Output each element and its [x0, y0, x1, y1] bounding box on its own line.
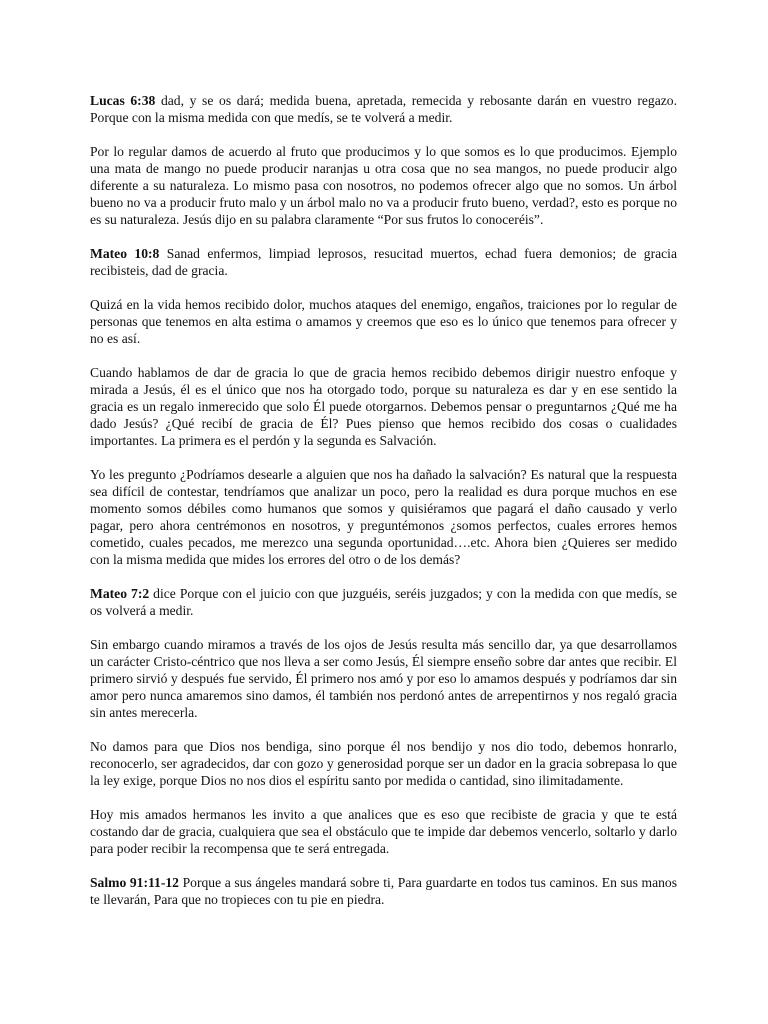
paragraph-invitacion: [90, 806, 677, 857]
paragraph-text: Sanad enfermos, limpiad leprosos, resucitad muertos, echad fuera demonios; de gracia recibisteis, dad de gracia.: [90, 246, 677, 278]
paragraph-lucas-6-38: [90, 92, 677, 126]
paragraph-fruto: [90, 143, 677, 228]
paragraph-text: Por lo regular damos de acuerdo al fruto que producimos y lo que somos es lo que producimos. Ejemplo una mata de mango no puede producir naranjas u otra cosa que no sea mangos, no puede producir algo diferente a su naturaleza. Lo mismo pasa con nosotros, no podemos ofrecer algo que no somos. Un árbol bueno no va a producir fruto malo y un árbol malo no va a producir fruto bueno, verdad?, esto es porque no es su naturaleza. Jesús dijo en su palabra claramente “Por sus frutos lo conoceréis”.: [90, 144, 677, 227]
paragraph-dolor: [90, 296, 677, 347]
bible-reference: Mateo 10:8: [90, 246, 160, 261]
paragraph-mateo-7-2: [90, 585, 677, 619]
paragraph-text: dad, y se os dará; medida buena, apretada, remecida y rebosante darán en vuestro regazo. Porque con la misma medida con que medís, se te volverá a medir.: [90, 93, 677, 125]
paragraph-text: Cuando hablamos de dar de gracia lo que de gracia hemos recibido debemos dirigir nuestro enfoque y mirada a Jesús, él es el único que nos ha otorgado todo, porque su naturaleza es dar y en ese sentido la gracia es un regalo inmerecido que solo Él puede otorgarnos. Debemos pensar o preguntarnos ¿Qué me ha dado Jesús? ¿Qué recibí de gracia de Él? Pues pienso que hemos recibido dos cosas o cualidades importantes. La primera es el perdón y la segunda es Salvación.: [90, 365, 677, 448]
paragraph-text: Hoy mis amados hermanos les invito a que analices que es eso que recibiste de gracia y que te está costando dar de gracia, cualquiera que sea el obstáculo que te impide dar debemos vencerlo, soltarlo y darlo para poder recibir la recompensa que te será entregada.: [90, 807, 677, 856]
paragraph-text: Quizá en la vida hemos recibido dolor, muchos ataques del enemigo, engaños, traiciones por lo regular de personas que tenemos en alta estima o amamos y creemos que eso es lo único que tenemos para ofrecer y no es así.: [90, 297, 677, 346]
paragraph-ojos-de-jesus: [90, 636, 677, 721]
bible-reference: Salmo 91:11-12: [90, 875, 179, 890]
paragraph-no-damos: [90, 738, 677, 789]
document-body: [90, 92, 677, 925]
paragraph-mateo-10-8: [90, 245, 677, 279]
bible-reference: Lucas 6:38: [90, 93, 156, 108]
bible-reference: Mateo 7:2: [90, 586, 150, 601]
paragraph-text: Yo les pregunto ¿Podríamos desearle a alguien que nos ha dañado la salvación? Es natural que la respuesta sea difícil de contestar, tendríamos que analizar un poco, pero la realidad es dura porque muchos en ese momento somos débiles como humanos que somos y quisiéramos que pagará el daño causado y verlo pagar, pero ahora centrémonos en nosotros, y preguntémonos ¿somos perfectos, cuales errores hemos cometido, cuales pecados, me merezco una segunda oportunidad….etc. Ahora bien ¿Quieres ser medido con la misma medida que mides los errores del otro o de los demás?: [90, 467, 677, 567]
paragraph-dar-de-gracia: [90, 364, 677, 449]
paragraph-text: Porque a sus ángeles mandará sobre ti, Para guardarte en todos tus caminos. En sus manos te llevarán, Para que no tropieces con tu pie en piedra.: [90, 875, 677, 907]
paragraph-salmo-91: [90, 874, 677, 908]
paragraph-text: Sin embargo cuando miramos a través de los ojos de Jesús resulta más sencillo dar, ya que desarrollamos un carácter Cristo-céntrico que nos lleva a ser como Jesús, Él siempre enseño sobre dar antes que recibir. El primero sirvió y después fue servido, Él primero nos amó y por eso lo amamos después y podríamos dar sin amor pero nunca amaremos sino damos, él también nos perdonó antes de arrepentirnos y nos regaló gracia sin antes merecerla.: [90, 637, 677, 720]
paragraph-text: dice Porque con el juicio con que juzguéis, seréis juzgados; y con la medida con que medís, se os volverá a medir.: [90, 586, 677, 618]
paragraph-text: No damos para que Dios nos bendiga, sino porque él nos bendijo y nos dio todo, debemos honrarlo, reconocerlo, ser agradecidos, dar con gozo y generosidad porque ser un dador en la gracia sobrepasa lo que la ley exige, porque Dios no nos dios el espíritu santo por medida o cantidad, sino ilimitadamente.: [90, 739, 677, 788]
paragraph-pregunta: [90, 466, 677, 568]
